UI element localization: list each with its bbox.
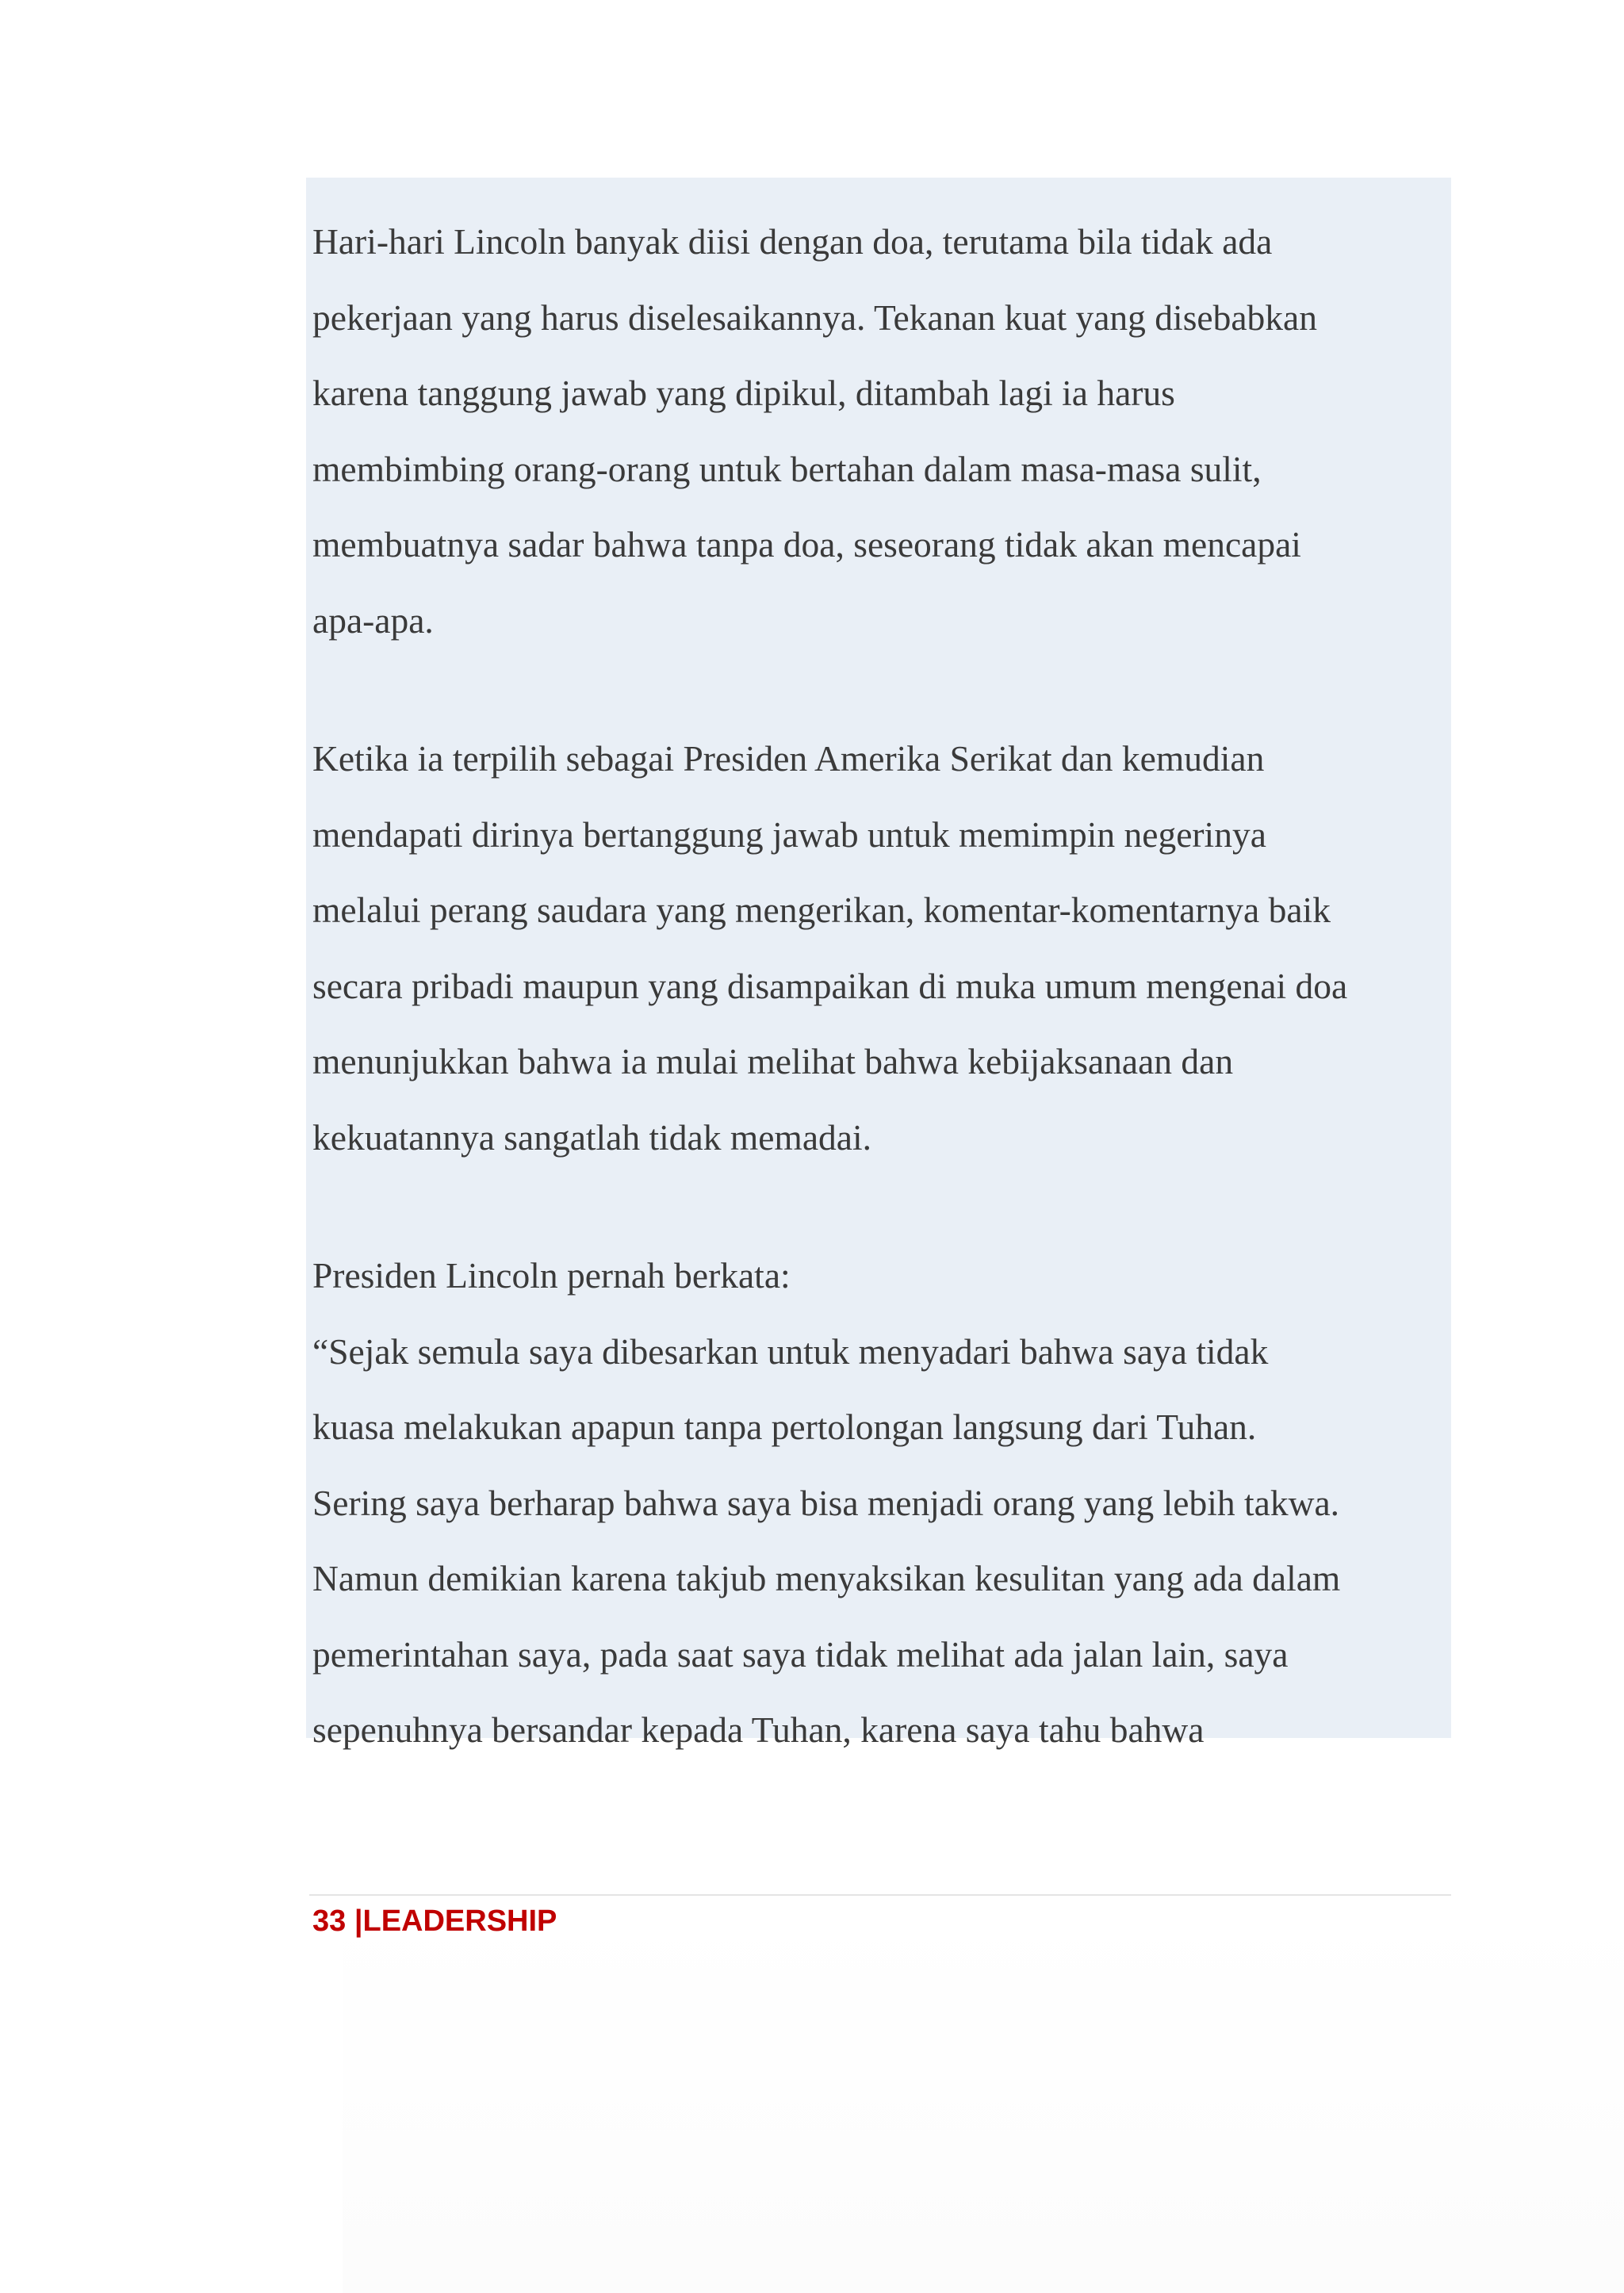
text-line: apa-apa. bbox=[312, 599, 434, 641]
text-line: kekuatannya sangatlah tidak memadai. bbox=[312, 1116, 871, 1158]
footer-separator: | bbox=[346, 1904, 363, 1938]
text-line: Namun demikian karena takjub menyaksikan kesulitan yang ada dalam bbox=[312, 1558, 1341, 1598]
text-line: pekerjaan yang harus diselesaikannya. Tekanan kuat yang disebabkan bbox=[312, 297, 1317, 338]
paragraph-3 bbox=[312, 1238, 1454, 1314]
text-line: Sering saya berharap bahwa saya bisa menjadi orang yang lebih takwa. bbox=[312, 1482, 1340, 1523]
text-line: “Sejak semula saya dibesarkan untuk menyadari bahwa saya tidak bbox=[312, 1330, 1269, 1372]
paragraph-2 bbox=[312, 721, 1454, 1175]
page-footer bbox=[312, 1901, 557, 1941]
text-line: Ketika ia terpilih sebagai Presiden Amerika Serikat dan kemudian bbox=[312, 738, 1265, 779]
text-line: Hari-hari Lincoln banyak diisi dengan doa, terutama bila tidak ada bbox=[312, 221, 1273, 262]
text-line: kuasa melakukan apapun tanpa pertolongan langsung dari Tuhan. bbox=[312, 1407, 1257, 1447]
paragraph-spacer bbox=[312, 1175, 1454, 1238]
paragraph-1 bbox=[312, 204, 1454, 658]
body-text bbox=[312, 204, 1454, 1768]
text-line: sepenuhnya bersandar kepada Tuhan, karena saya tahu bahwa bbox=[312, 1709, 1205, 1750]
page-number: 33 bbox=[312, 1904, 347, 1938]
text-line: karena tanggung jawab yang dipikul, ditambah lagi ia harus bbox=[312, 373, 1175, 413]
footer-divider bbox=[309, 1894, 1451, 1896]
text-line: mendapati dirinya bertanggung jawab untuk memimpin negerinya bbox=[312, 813, 1266, 855]
paragraph-spacer bbox=[312, 658, 1454, 721]
text-line: menunjukkan bahwa ia mulai melihat bahwa kebijaksanaan dan bbox=[312, 1041, 1234, 1081]
text-line: Presiden Lincoln pernah berkata: bbox=[312, 1255, 791, 1296]
text-line: membuatnya sadar bahwa tanpa doa, seseorang tidak akan mencapai bbox=[312, 524, 1301, 565]
page-shadow bbox=[343, 1907, 1624, 2293]
quote-paragraph bbox=[312, 1314, 1454, 1768]
text-line: membimbing orang-orang untuk bertahan dalam masa-masa sulit, bbox=[312, 448, 1262, 489]
section-title: LEADERSHIP bbox=[362, 1904, 557, 1938]
text-line: pemerintahan saya, pada saat saya tidak melihat ada jalan lain, saya bbox=[312, 1633, 1289, 1675]
text-line: melalui perang saudara yang mengerikan, komentar-komentarnya baik bbox=[312, 890, 1331, 930]
text-line: secara pribadi maupun yang disampaikan di muka umum mengenai doa bbox=[312, 965, 1348, 1006]
